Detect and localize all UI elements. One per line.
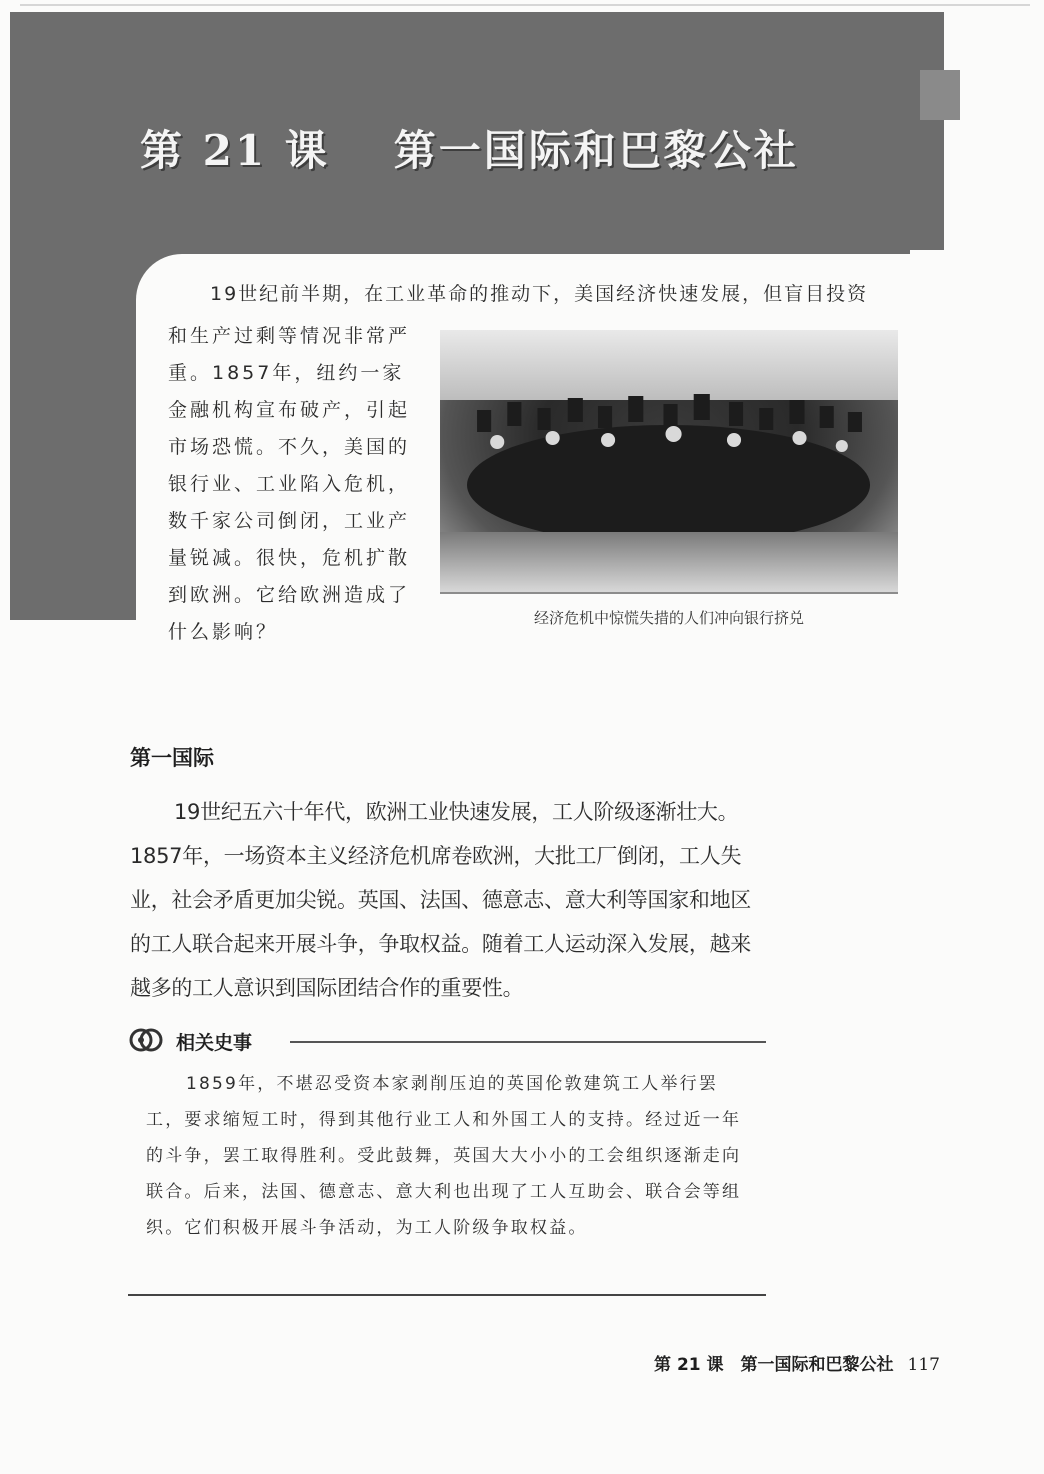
header-band-mark — [920, 70, 960, 120]
photo-caption: 经济危机中惊慌失措的人们冲向银行挤兑 — [533, 609, 804, 627]
page-footer — [654, 1350, 940, 1375]
lesson-title — [140, 118, 799, 178]
intro-text: 和生产过剩等情况非常严重。1857年，纽约一家金融机构宣布破产，引起市场恐慌。不久，美国的银行业、工业陷入危机，数千家公司倒闭，工业产量锐减。很快，危机扩散到欧洲。它给欧洲造成了什么影响？ — [168, 325, 411, 643]
aside-title-rule — [290, 1041, 766, 1043]
photo-ground — [440, 532, 898, 592]
header-band-tab — [910, 12, 944, 250]
aside-title: 相关史事 — [176, 1032, 253, 1054]
lesson-number: 第 21 课 — [140, 126, 330, 175]
page-number: 117 — [907, 1355, 940, 1375]
intro-first-line: 19世纪前半期，在工业革命的推动下，美国经济快速发展，但盲目投资 — [210, 283, 869, 305]
section-paragraph: 19世纪五六十年代，欧洲工业快速发展，工人阶级逐渐壮大。1857年，一场资本主义经济危机席卷欧洲，大批工厂倒闭，工人失业，社会矛盾更加尖锐。英国、法国、德意志、意大利等国家和地区的工人联合起来开展斗争，争取权益。随着工人运动深入发展，越来越多的工人意识到国际团结合作的重要性。 — [130, 800, 751, 1000]
lesson-title-text: 第一国际和巴黎公社 — [393, 126, 799, 175]
bank-run-photo — [440, 330, 898, 594]
footer-running-title: 第 21 课 第一国际和巴黎公社 — [654, 1355, 894, 1375]
related-history-icon — [128, 1022, 164, 1058]
aside-text: 1859年，不堪忍受资本家剥削压迫的英国伦敦建筑工人举行罢工，要求缩短工时，得到其他行业工人和外国工人的支持。经过近一年的斗争，罢工取得胜利。受此鼓舞，英国大大小小的工会组织逐渐走向联合。后来，法国、德意志、意大利也出现了工人互助会、联合会等组织。它们积极开展斗争活动，为工人阶级争取权益。 — [146, 1074, 742, 1238]
top-rule — [20, 4, 1030, 6]
section-heading: 第一国际 — [130, 746, 214, 770]
crowd-illustration — [467, 390, 870, 540]
aside-bottom-rule — [128, 1294, 766, 1296]
